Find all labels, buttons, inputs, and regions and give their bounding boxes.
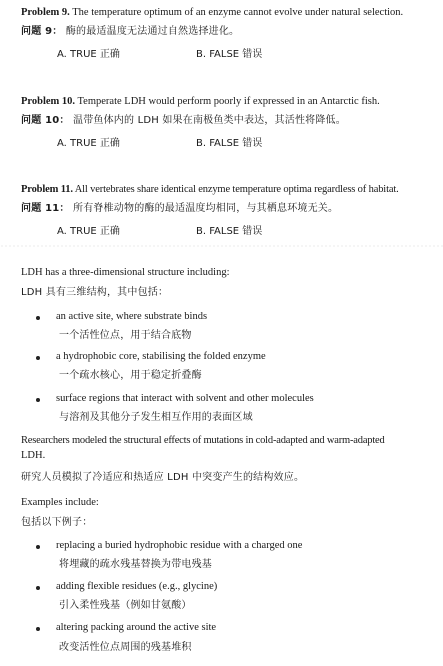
list-item-cn: 引入柔性残基（例如甘氨酸） — [59, 600, 192, 611]
option-true[interactable]: A. TRUE 正确 — [57, 49, 120, 60]
option-false[interactable]: B. FALSE 错误 — [196, 226, 263, 237]
structure-intro-en: LDH has a three-dimensional structure including: — [21, 267, 230, 278]
problem-cn-text: 所有脊椎动物的酶的最适温度均相同，与其栖息环境无关。 — [73, 203, 339, 214]
problem-text: Temperate LDH would perform poorly if expressed in an Antarctic fish. — [77, 96, 380, 107]
problem-11-en — [21, 183, 399, 196]
problem-cn-label: 问题 9： — [21, 26, 63, 37]
list-item-en: an active site, where substrate binds — [56, 311, 208, 322]
option-true[interactable]: A. TRUE 正确 — [57, 226, 120, 237]
list-item-en: replacing a buried hydrophobic residue with a charged one — [56, 540, 303, 551]
problem-label: Problem 9. — [21, 7, 70, 18]
problem-11-cn — [21, 203, 338, 216]
problem-9-en — [21, 6, 403, 19]
problem-label: Problem 11. — [21, 184, 73, 195]
examples-intro-cn: 包括以下例子： — [21, 517, 93, 528]
list-item-en: altering packing around the active site — [56, 622, 217, 633]
problem-cn-text: 温带鱼体内的 LDH 如果在南极鱼类中表达，其活性将降低。 — [73, 115, 346, 126]
bullet-icon — [36, 398, 40, 402]
list-item-cn: 与溶剂及其他分子发生相互作用的表面区域 — [59, 412, 253, 423]
option-false[interactable]: B. FALSE 错误 — [196, 138, 263, 149]
bullet-icon — [36, 356, 40, 360]
problem-10-cn — [21, 115, 346, 128]
research-en-line-1: Researchers modeled the structural effects of mutations in cold-adapted and warm-adapted — [21, 435, 385, 446]
problem-cn-text: 酶的最适温度无法通过自然选择进化。 — [65, 26, 240, 37]
bullet-icon — [36, 586, 40, 590]
problem-9-cn — [21, 26, 239, 39]
problem-text: All vertebrates share identical enzyme temperature optima regardless of habitat. — [74, 184, 399, 195]
problem-text: The temperature optimum of an enzyme cannot evolve under natural selection. — [72, 7, 404, 18]
list-item-cn: 一个疏水核心，用于稳定折叠酶 — [59, 370, 202, 381]
list-item-cn: 改变活性位点周围的残基堆积 — [59, 642, 192, 653]
option-false[interactable]: B. FALSE 错误 — [196, 49, 263, 60]
structure-intro-cn: LDH 具有三维结构，其中包括： — [21, 287, 169, 298]
list-item-en: surface regions that interact with solvent and other molecules — [56, 393, 314, 404]
examples-intro-en: Examples include: — [21, 497, 99, 508]
list-item-cn: 一个活性位点，用于结合底物 — [59, 330, 192, 341]
research-en-line-2: LDH. — [21, 450, 46, 461]
problem-cn-label: 问题 11： — [21, 203, 70, 214]
problem-label: Problem 10. — [21, 96, 76, 107]
problem-10-en — [21, 95, 380, 108]
list-item-cn: 将埋藏的疏水残基替换为带电残基 — [59, 559, 212, 570]
bullet-icon — [36, 316, 40, 320]
problem-cn-label: 问题 10： — [21, 115, 70, 126]
research-cn: 研究人员模拟了冷适应和热适应 LDH 中突变产生的结构效应。 — [21, 472, 305, 483]
bullet-icon — [36, 545, 40, 549]
option-true[interactable]: A. TRUE 正确 — [57, 138, 120, 149]
list-item-en: a hydrophobic core, stabilising the folded enzyme — [56, 351, 266, 362]
section-divider — [0, 245, 443, 247]
bullet-icon — [36, 627, 40, 631]
list-item-en: adding flexible residues (e.g., glycine) — [56, 581, 218, 592]
